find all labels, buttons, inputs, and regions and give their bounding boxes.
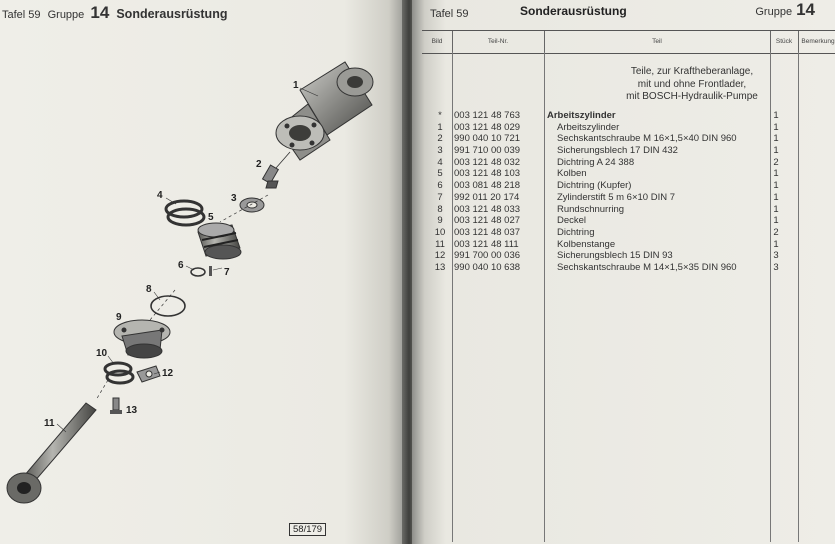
table-row (432, 133, 812, 145)
table-row (432, 262, 812, 274)
table-row (432, 180, 812, 192)
part-8-o-ring (151, 296, 185, 316)
row-quantity: 1 (773, 215, 779, 227)
part-3-washer (240, 198, 264, 212)
row-part-name: Kolben (557, 168, 587, 180)
row-quantity: 2 (773, 156, 779, 168)
left-tafel-label: Tafel 59 (2, 9, 41, 21)
row-bild: 11 (435, 238, 445, 250)
row-part-number: 003 121 48 027 (454, 215, 521, 227)
left-page-title: Sonderausrüstung (116, 7, 228, 21)
table-row (432, 110, 812, 122)
part-4-seal-rings (166, 201, 204, 225)
part-7-pin (209, 266, 212, 276)
row-part-number: 992 011 20 174 (454, 191, 520, 203)
callout-2: 2 (256, 159, 262, 170)
row-part-name: Sechskantschraube M 16×1,5×40 DIN 960 (557, 133, 737, 145)
col-teil-nr: Teil-Nr. (452, 31, 545, 53)
row-quantity: 1 (773, 145, 779, 157)
row-bild: 5 (437, 168, 443, 180)
table-row (432, 157, 812, 169)
row-quantity: 1 (773, 168, 779, 180)
callout-5: 5 (208, 212, 214, 223)
row-part-number: 003 121 48 037 (454, 226, 521, 238)
row-quantity: 3 (773, 250, 779, 262)
callout-9: 9 (116, 312, 122, 323)
row-part-name: Arbeitszylinder (547, 110, 616, 121)
row-quantity: 3 (773, 261, 779, 273)
table-row (432, 145, 812, 157)
right-gruppe-label: Gruppe (755, 6, 793, 18)
left-gruppe-number: 14 (90, 3, 110, 22)
row-quantity: 1 (773, 133, 779, 145)
callout-7: 7 (224, 267, 230, 278)
row-quantity: 1 (773, 110, 779, 121)
part-9-cover (114, 320, 170, 358)
row-part-number: 990 040 10 638 (454, 261, 521, 273)
right-page (412, 0, 835, 544)
callout-8: 8 (146, 284, 152, 295)
table-caption (552, 66, 832, 104)
row-part-name: Dichtring (Kupfer) (557, 180, 632, 192)
table-row (432, 168, 812, 180)
row-bild: 13 (434, 261, 446, 273)
callout-13: 13 (126, 405, 138, 416)
row-part-name: Zylinderstift 5 m 6×10 DIN 7 (557, 191, 676, 203)
caption-line: mit BOSCH-Hydraulik-Pumpe (626, 91, 758, 102)
row-part-number: 003 121 48 763 (454, 110, 521, 121)
table-row (432, 239, 812, 251)
part-1-cylinder (276, 62, 373, 160)
row-part-number: 003 121 48 111 (454, 238, 519, 250)
part-12-lock-plate (137, 366, 160, 382)
col-bemerkung: Bemerkung (801, 38, 835, 45)
row-part-name: Kolbenstange (557, 238, 616, 250)
row-bild: * (438, 110, 442, 121)
callout-6: 6 (178, 260, 184, 271)
parts-table-header (422, 30, 835, 54)
parts-list (432, 110, 812, 274)
callout-11: 11 (44, 418, 55, 429)
callout-10: 10 (96, 348, 108, 359)
part-2-bolt (263, 152, 290, 188)
right-gruppe-number: 14 (796, 0, 815, 19)
col-teil: Teil (544, 31, 771, 53)
row-quantity: 2 (773, 226, 779, 238)
part-13-small-bolt (110, 398, 122, 414)
col-bild: Bild (422, 31, 453, 53)
row-part-number: 003 121 48 033 (454, 203, 521, 215)
row-part-number: 003 121 48 029 (454, 121, 521, 133)
caption-line: mit und ohne Frontlader, (637, 78, 747, 90)
right-tafel-label: Tafel 59 (430, 8, 469, 20)
callout-12: 12 (162, 368, 174, 379)
row-part-name: Sicherungsblech 17 DIN 432 (557, 145, 678, 157)
row-quantity: 1 (773, 180, 779, 192)
row-quantity: 1 (773, 121, 779, 133)
callout-4: 4 (157, 190, 163, 201)
row-quantity: 1 (773, 238, 779, 250)
callout-1: 1 (293, 80, 299, 91)
row-part-number: 003 081 48 218 (454, 180, 521, 192)
row-bild: 4 (437, 156, 443, 168)
row-part-number: 003 121 48 032 (454, 156, 521, 168)
part-6-copper-seal (191, 268, 205, 276)
right-page-title: Sonderausrüstung (520, 4, 627, 18)
part-10-seal (105, 363, 133, 383)
right-gruppe (755, 0, 815, 20)
table-row (432, 227, 812, 239)
table-row (432, 250, 812, 262)
row-bild: 8 (437, 203, 443, 215)
row-quantity: 1 (773, 203, 779, 215)
row-part-number: 991 710 00 039 (454, 145, 521, 157)
row-bild: 7 (437, 191, 443, 203)
row-bild: 9 (437, 215, 443, 227)
part-5-piston (198, 223, 241, 259)
row-bild: 1 (437, 121, 443, 133)
table-row (432, 204, 812, 216)
page-number: 58/179 (289, 523, 326, 536)
row-part-name: Dichtring (557, 226, 595, 238)
row-bild: 12 (434, 250, 446, 262)
row-bild: 3 (437, 145, 443, 157)
row-part-name: Sicherungsblech 15 DIN 93 (557, 250, 673, 262)
row-part-name: Rundschnurring (557, 203, 625, 215)
row-part-name: Dichtring A 24 388 (557, 156, 635, 168)
left-gruppe-label: Gruppe (47, 9, 85, 21)
table-row (432, 215, 812, 227)
row-quantity: 1 (773, 191, 779, 203)
exploded-view-diagram (0, 0, 405, 544)
row-part-name: Arbeitszylinder (557, 121, 620, 133)
caption-line: Teile, zur Kraftheberanlage, (630, 66, 754, 77)
row-part-number: 990 040 10 721 (454, 133, 521, 145)
row-bild: 10 (434, 226, 446, 238)
row-part-number: 991 700 00 036 (454, 250, 521, 262)
row-part-name: Deckel (557, 215, 587, 227)
row-part-name: Sechskantschraube M 14×1,5×35 DIN 960 (557, 261, 737, 273)
row-part-number: 003 121 48 103 (454, 168, 521, 180)
callout-3: 3 (231, 193, 237, 204)
col-stueck: Stück (770, 31, 799, 53)
row-bild: 6 (437, 180, 443, 192)
table-row (432, 192, 812, 204)
table-row (432, 122, 812, 134)
row-bild: 2 (437, 133, 443, 145)
left-page (0, 0, 405, 544)
